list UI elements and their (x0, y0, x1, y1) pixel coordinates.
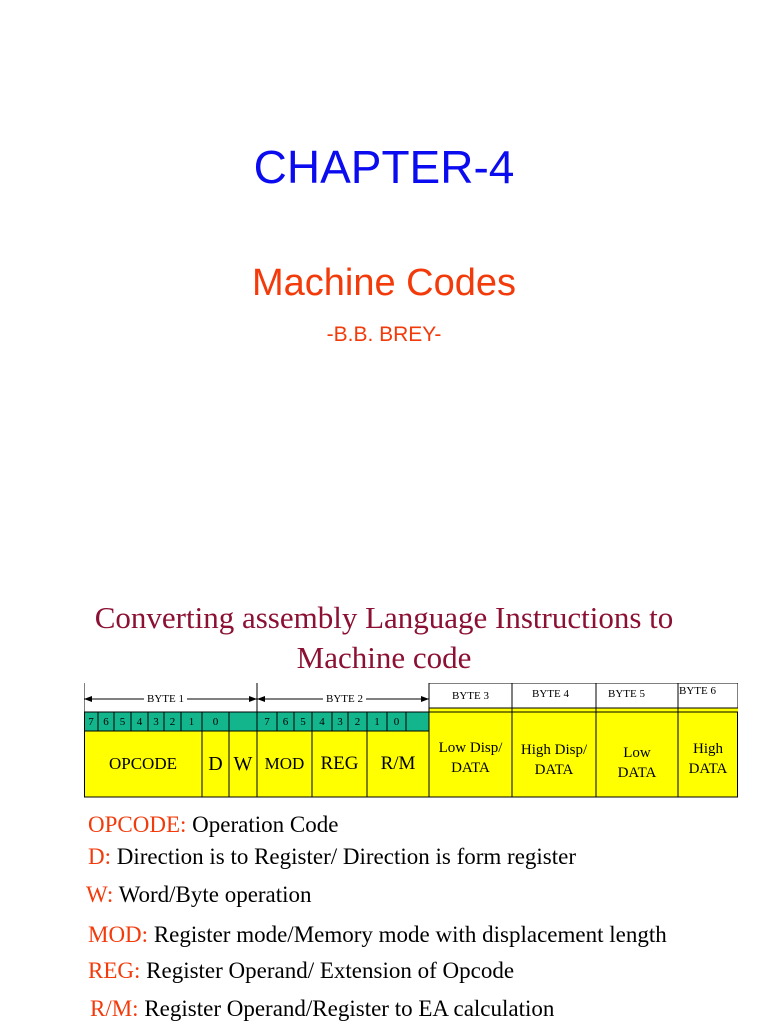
byte3-field (429, 733, 512, 783)
byte1-bit-5: 5 (119, 715, 126, 728)
chapter-title: CHAPTER-4 (253, 141, 515, 193)
definition-term: OPCODE: (88, 812, 187, 837)
byte2-bit-0: 0 (393, 715, 400, 728)
byte-4-label: BYTE 4 (532, 688, 569, 700)
byte2-bit-5: 5 (300, 715, 306, 728)
byte1-bit-6: 6 (103, 715, 109, 728)
byte3-field-line1: Low Disp/ (438, 740, 503, 756)
byte-5-label: BYTE 5 (608, 688, 645, 700)
byte2-bit-3: 3 (337, 715, 343, 728)
definition-rm (90, 996, 554, 1022)
slide-heading-line-1: Converting assembly Language Instructions to (94, 600, 674, 635)
definition-text: Register Operand/Register to EA calculation (138, 996, 555, 1021)
slide-heading-line-2: Machine code (296, 640, 472, 675)
byte6-field-line2: DATA (688, 761, 728, 777)
byte5-field (596, 738, 678, 788)
definition-d (88, 844, 576, 870)
byte1-bit-4: 4 (136, 715, 143, 728)
definition-text: Word/Byte operation (113, 882, 312, 907)
byte6-field (678, 734, 738, 784)
opcode-field: OPCODE (108, 754, 177, 773)
d-field: D (208, 753, 223, 775)
author-line: -B.B. BREY- (326, 323, 442, 346)
byte4-field (512, 735, 596, 785)
rm-field: R/M (380, 753, 416, 774)
definition-term: REG: (88, 958, 141, 983)
definition-term: D: (88, 844, 111, 869)
byte1-bit-0: 0 (212, 715, 219, 728)
slide-heading (0, 598, 768, 678)
byte2-bit-7: 7 (264, 715, 270, 728)
byte2-bit-4: 4 (319, 715, 325, 728)
definition-term: W: (86, 882, 114, 907)
definition-opcode (88, 812, 338, 838)
byte4-field-line1: High Disp/ (520, 742, 588, 758)
byte2-bit-1: 1 (374, 715, 380, 728)
byte1-bit-2: 2 (169, 715, 176, 728)
byte-2-label: BYTE 2 (323, 693, 366, 705)
reg-field: REG (320, 753, 359, 774)
byte-6-label: BYTE 6 (679, 685, 716, 697)
byte1-bit-7: 7 (88, 715, 94, 728)
definition-text: Register mode/Memory mode with displacement length (148, 922, 667, 947)
byte3-field-line2: DATA (451, 760, 490, 776)
byte5-field-line2: DATA (617, 765, 657, 781)
byte2-bit-2: 2 (354, 715, 361, 728)
byte6-field-line1: High (693, 741, 723, 757)
byte4-field-line2: DATA (534, 762, 574, 778)
w-field: W (233, 753, 253, 775)
definition-text: Operation Code (186, 812, 339, 837)
subtitle: Machine Codes (251, 262, 517, 304)
definition-term: R/M: (90, 996, 139, 1021)
byte-1-label: BYTE 1 (144, 693, 187, 705)
definition-term: MOD: (88, 922, 149, 947)
byte1-bit-1: 1 (188, 715, 195, 728)
byte2-bit-6: 6 (282, 715, 289, 728)
mod-field: MOD (264, 754, 305, 773)
instruction-format-diagram (84, 683, 738, 801)
definition-mod (88, 922, 667, 948)
byte-3-label: BYTE 3 (452, 690, 489, 702)
byte5-field-line1: Low (623, 745, 651, 761)
definition-text: Direction is to Register/ Direction is form register (111, 844, 576, 869)
definition-reg (88, 958, 514, 984)
definition-w (86, 882, 312, 908)
definition-text: Register Operand/ Extension of Opcode (140, 958, 515, 983)
byte1-bit-3: 3 (153, 715, 159, 728)
